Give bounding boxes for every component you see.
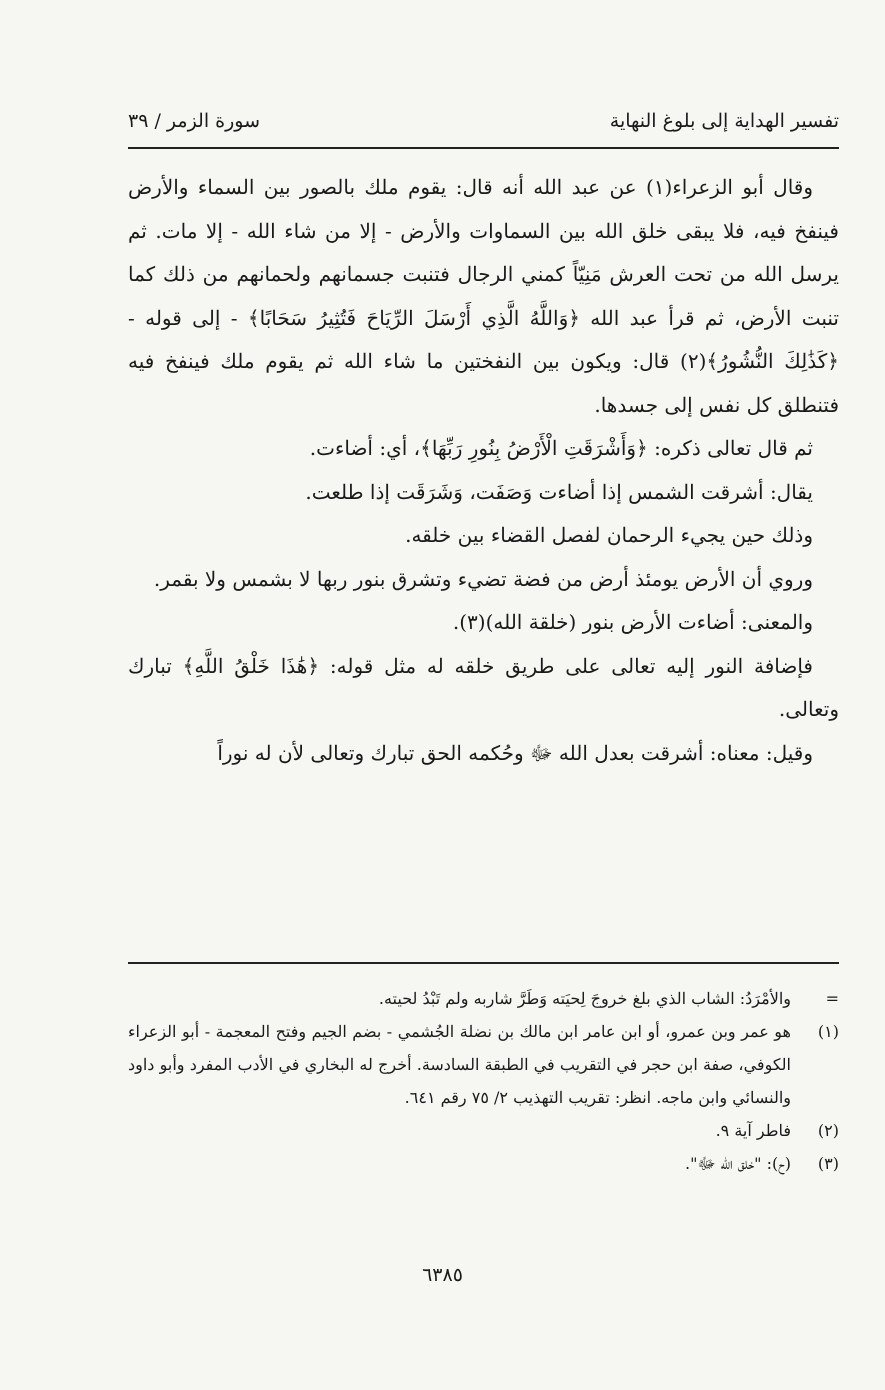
paragraph: يقال: أشرقت الشمس إذا أضاءت وَصَفَت، وَشَرَقَت إذا طلعت. [305,479,813,504]
paragraph: وذلك حين يجيء الرحمان لفصل القضاء بين خلقه. [405,523,813,547]
footnotes [128,982,839,1180]
footnote-text: (ح): "خلق الله ﷻ". [685,1154,791,1173]
footnote-item [128,1147,839,1180]
book-title: تفسير الهداية إلى بلوغ النهاية [609,110,839,132]
paragraph: وروي أن الأرض يومئذ أرض من فضة تضيء وتشرق بنور ربها لا بشمس ولا بقمر. [153,566,813,591]
paragraph: وقيل: معناه: أشرقت بعدل الله ﷻ وحُكمه الحق تبارك وتعالى لأن له نوراً [217,740,813,765]
running-header [128,104,839,138]
footnote-item [128,982,839,1015]
footnote-text: والأمْرَدُ: الشاب الذي بلغ خروجَ لِحيَته وَطَرَّ شاربه ولم تَبْدُ لحيته. [378,989,791,1008]
footnote-divider [128,962,839,964]
page-number: ٦٣٨٥ [422,1264,463,1286]
footnote-mark: (٢) [817,1121,839,1140]
footnote-item [128,1015,839,1114]
paragraph: والمعنى: أضاءت الأرض بنور (خلقة الله)(٣). [452,610,813,634]
surah-info: سورة الزمر / ٣٩ [128,110,261,132]
footnote-item [128,1114,839,1147]
footnote-text: هو عمر وبن عمرو، أو ابن عامر ابن مالك بن نضلة الجُشمي - بضم الجيم وفتح المعجمة - أبو الزعراء الكوفي، صفة ابن حجر في التقريب في الطبقة السادسة. أخرج له البخاري في الأدب المفرد وأبو داود والنسائي وابن ماجه. انظر: تقريب التهذيب ٢/ ٧٥ رقم ٦٤١. [128,1022,791,1107]
footnote-mark: = [825,989,839,1008]
header-divider [128,147,839,149]
footnote-mark: (٣) [817,1154,839,1173]
paragraph: ثم قال تعالى ذكره: ﴿وَأَشْرَقَتِ الْأَرْضُ بِنُورِ رَبِّهَا﴾، أي: أضاءت. [309,436,813,460]
paragraph: فإضافة النور إليه تعالى على طريق خلقه له مثل قوله: ﴿هَٰذَا خَلْقُ اللَّهِ﴾ تبارك وتعالى. [128,653,839,721]
main-text [128,166,839,775]
paragraph: وقال أبو الزعراء(١) عن عبد الله أنه قال: يقوم ملك بالصور بين السماء والأرض فينفخ فيه، فلا يبقى خلق الله بين السماوات والأرض - إلا من شاء الله - إلا مات. ثم يرسل الله من تحت العرش مَنِيّاً كمني الرجال فتنبت جسمانهم ولحمانهم من ذلك كما تنبت الأرض، ثم قرأ عبد الله ﴿وَاللَّهُ الَّذِي أَرْسَلَ الرِّيَاحَ فَتُثِيرُ سَحَابًا﴾ - إلى قوله - ﴿كَذَٰلِكَ النُّشُورُ﴾(٢) قال: ويكون بين النفختين ما شاء الله ثم يقوم ملك فينفخ فيه فتنطلق كل نفس إلى جسدها. [128,175,839,417]
footnote-text: فاطر آية ٩. [715,1121,791,1140]
footnote-mark: (١) [817,1022,839,1041]
